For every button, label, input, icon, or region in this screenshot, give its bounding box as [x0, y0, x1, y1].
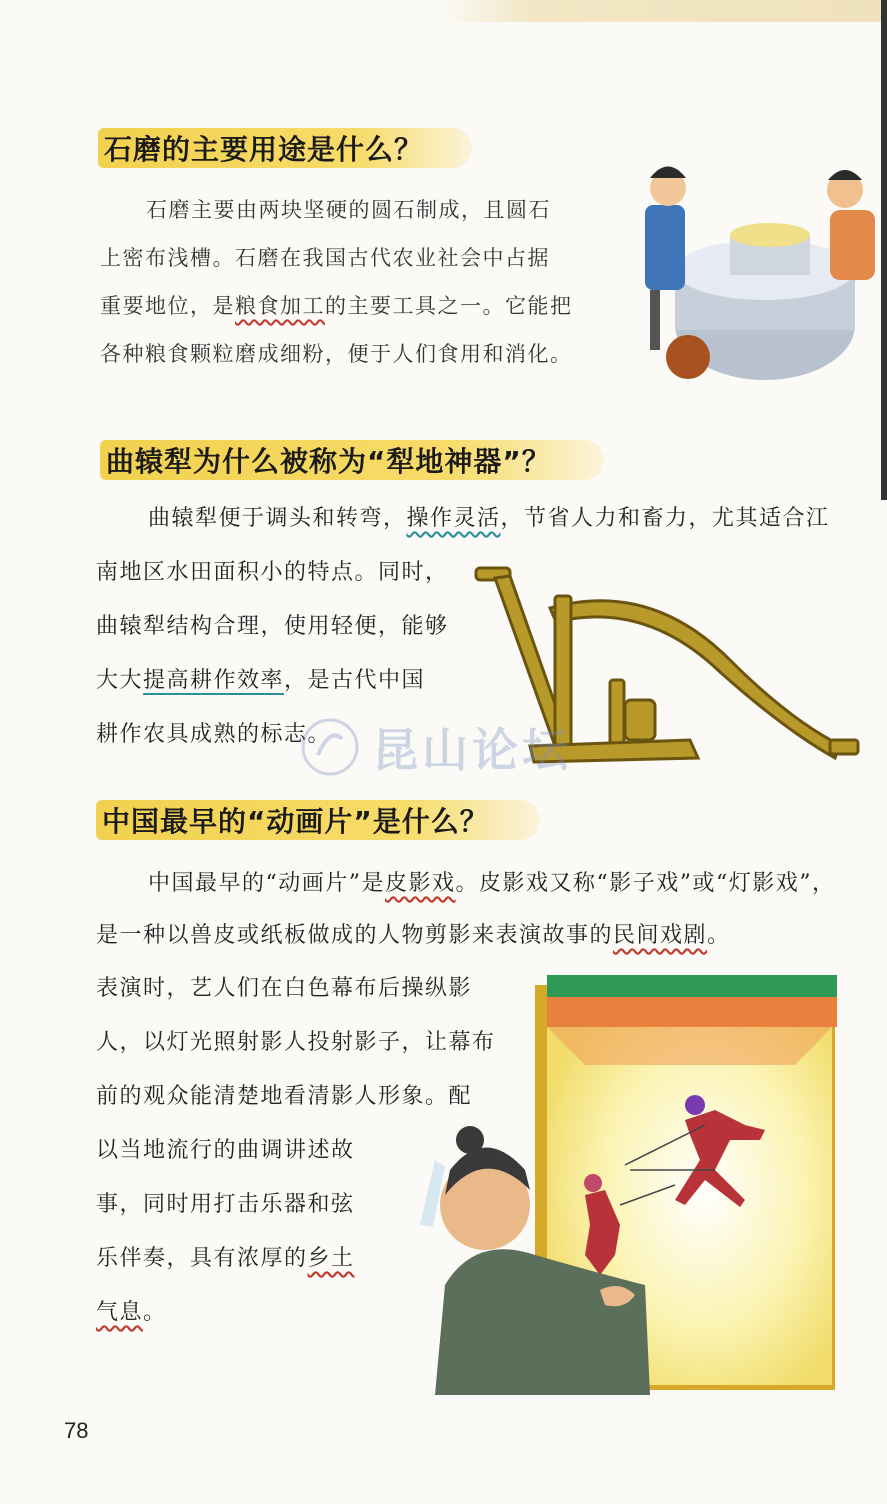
text-line: 大大提高耕作效率，是古代中国	[96, 668, 426, 693]
text-line: 曲辕犁结构合理，使用轻便，能够	[96, 614, 449, 639]
watermark-text: 昆山论坛	[372, 723, 572, 777]
shadow-puppet-intro	[96, 858, 876, 962]
text-line: 曲辕犁便于调头和转弯，操作灵活，节省人力和畜力，尤其适合江	[148, 506, 830, 531]
text-line: 乐伴奏，具有浓厚的乡土	[96, 1246, 355, 1271]
watermark-logo-icon	[300, 717, 360, 777]
key-term: 乡土	[307, 1246, 355, 1271]
section-heading-shadow-puppet	[96, 800, 540, 840]
top-decor-strip	[440, 0, 887, 22]
text-line: 各种粮食颗粒磨成细粉，便于人们食用和消化。	[100, 342, 573, 366]
shadow-puppet-illustration	[415, 955, 855, 1395]
text-line: 是一种以兽皮或纸板做成的人物剪影来表演故事的民间戏剧。	[96, 923, 731, 948]
curved-plow-paragraph-line1	[96, 496, 876, 542]
text-line: 前的观众能清楚地看清影人形象。配	[96, 1084, 473, 1109]
key-term: 提高耕作效率	[143, 668, 285, 693]
heading-text: 中国最早的“动画片”是什么？	[102, 805, 489, 838]
text-line: 以当地流行的曲调讲述故	[96, 1138, 355, 1163]
text-line: 中国最早的“动画片”是皮影戏。皮影戏又称“影子戏”或“灯影戏”，	[148, 871, 836, 896]
text-line: 人，以灯光照射影人投射影子，让幕布	[96, 1030, 496, 1055]
key-term: 操作灵活	[406, 506, 501, 531]
heading-text: 曲辕犁为什么被称为“犁地神器”？	[106, 445, 551, 478]
key-term: 皮影戏	[385, 871, 456, 896]
key-term: 气息	[96, 1300, 144, 1325]
key-term: 粮食加工	[235, 294, 325, 318]
text-line: 上密布浅槽。石磨在我国古代农业社会中占据	[100, 246, 550, 270]
page-number: 78	[64, 1418, 89, 1443]
key-term: 民间戏剧	[613, 923, 708, 948]
text-line: 事，同时用打击乐器和弦	[96, 1192, 355, 1217]
text-line: 重要地位，是粮食加工的主要工具之一。它能把	[100, 294, 573, 318]
heading-text: 石磨的主要用途是什么？	[104, 133, 424, 166]
stone-mill-illustration	[630, 150, 885, 400]
watermark	[300, 714, 572, 780]
text-line: 气息。	[96, 1300, 167, 1325]
section-heading-curved-plow	[100, 440, 604, 480]
section-heading-stone-mill	[98, 128, 472, 168]
text-line: 石磨主要由两块坚硬的圆石制成，且圆石	[146, 198, 551, 222]
text-line: 耕作农具成熟的标志。	[96, 722, 332, 747]
stone-mill-paragraph	[100, 186, 630, 378]
text-line: 表演时，艺人们在白色幕布后操纵影	[96, 976, 473, 1001]
text-line: 南地区水田面积小的特点。同时，	[96, 560, 449, 585]
